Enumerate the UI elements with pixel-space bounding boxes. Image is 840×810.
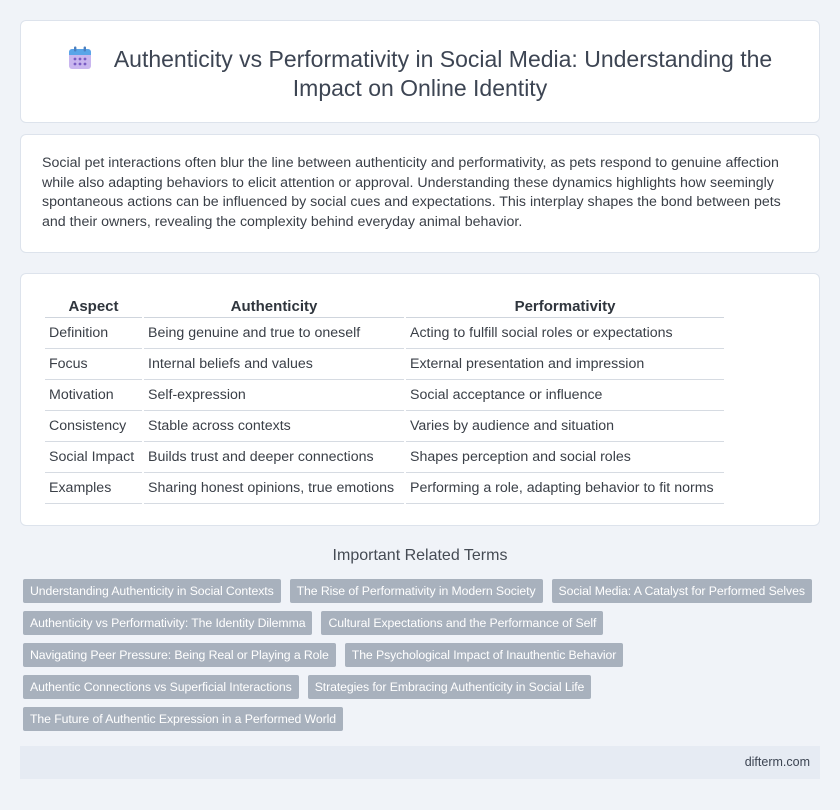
related-term-tag[interactable]: Understanding Authenticity in Social Contexts xyxy=(23,579,281,603)
cell-authenticity: Builds trust and deeper connections xyxy=(144,442,404,473)
cell-performativity: Performing a role, adapting behavior to fit norms xyxy=(406,473,724,504)
comparison-table-card xyxy=(20,273,820,526)
comparison-table xyxy=(43,296,726,504)
related-term-tag[interactable]: Authentic Connections vs Superficial Interactions xyxy=(23,675,299,699)
cell-authenticity: Sharing honest opinions, true emotions xyxy=(144,473,404,504)
header-performativity: Performativity xyxy=(406,296,724,318)
related-term-tag[interactable]: Strategies for Embracing Authenticity in Social Life xyxy=(308,675,592,699)
cell-authenticity: Internal beliefs and values xyxy=(144,349,404,380)
intro-card xyxy=(20,134,820,253)
table-row xyxy=(45,349,724,380)
related-term-tag[interactable]: Authenticity vs Performativity: The Identity Dilemma xyxy=(23,611,312,635)
related-term-tag[interactable]: Social Media: A Catalyst for Performed Selves xyxy=(552,579,812,603)
footer xyxy=(20,746,820,779)
cell-aspect: Motivation xyxy=(45,380,142,411)
table-row xyxy=(45,411,724,442)
table-row xyxy=(45,442,724,473)
related-terms-heading: Important Related Terms xyxy=(332,547,508,564)
cell-performativity: External presentation and impression xyxy=(406,349,724,380)
table-row xyxy=(45,380,724,411)
cell-performativity: Varies by audience and situation xyxy=(406,411,724,442)
cell-authenticity: Self-expression xyxy=(144,380,404,411)
cell-performativity: Acting to fulfill social roles or expectations xyxy=(406,318,724,349)
title-wrap xyxy=(21,45,819,103)
cell-authenticity: Stable across contexts xyxy=(144,411,404,442)
header-card xyxy=(20,20,820,123)
related-term-tag[interactable]: Navigating Peer Pressure: Being Real or Playing a Role xyxy=(23,643,336,667)
intro-paragraph: Social pet interactions often blur the line between authenticity and performativity, as pets respond to genuine affection while also adapting behaviors to elicit attention or approval. Understanding these dynamics highlights how seemingly spontaneous actions can be influenced by social cues and expectations. This interplay shapes the bond between pets and their owners, revealing the complexity behind everyday animal behavior. xyxy=(42,155,781,230)
page-title-text: Authenticity vs Performativity in Social Media: Understanding the Impact on Online Identity xyxy=(113,46,773,101)
cell-performativity: Social acceptance or influence xyxy=(406,380,724,411)
tag-row xyxy=(23,675,823,699)
tag-row xyxy=(23,643,823,667)
table-row xyxy=(45,473,724,504)
related-terms-tags xyxy=(23,579,823,739)
header-authenticity: Authenticity xyxy=(144,296,404,318)
related-term-tag[interactable]: The Rise of Performativity in Modern Society xyxy=(290,579,543,603)
cell-aspect: Definition xyxy=(45,318,142,349)
tag-row xyxy=(23,611,823,635)
cell-performativity: Shapes perception and social roles xyxy=(406,442,724,473)
cell-aspect: Consistency xyxy=(45,411,142,442)
related-term-tag[interactable]: The Psychological Impact of Inauthentic Behavior xyxy=(345,643,624,667)
cell-aspect: Focus xyxy=(45,349,142,380)
cell-aspect: Social Impact xyxy=(45,442,142,473)
tag-row xyxy=(23,707,823,731)
table-row xyxy=(45,318,724,349)
tag-row xyxy=(23,579,823,603)
cell-aspect: Examples xyxy=(45,473,142,504)
calendar-icon xyxy=(68,46,92,70)
page-title xyxy=(51,45,789,103)
related-term-tag[interactable]: The Future of Authentic Expression in a Performed World xyxy=(23,707,343,731)
table-header-row xyxy=(45,296,724,318)
related-term-tag[interactable]: Cultural Expectations and the Performance of Self xyxy=(321,611,603,635)
cell-authenticity: Being genuine and true to oneself xyxy=(144,318,404,349)
header-aspect: Aspect xyxy=(45,296,142,318)
footer-site-link[interactable]: difterm.com xyxy=(744,755,810,769)
